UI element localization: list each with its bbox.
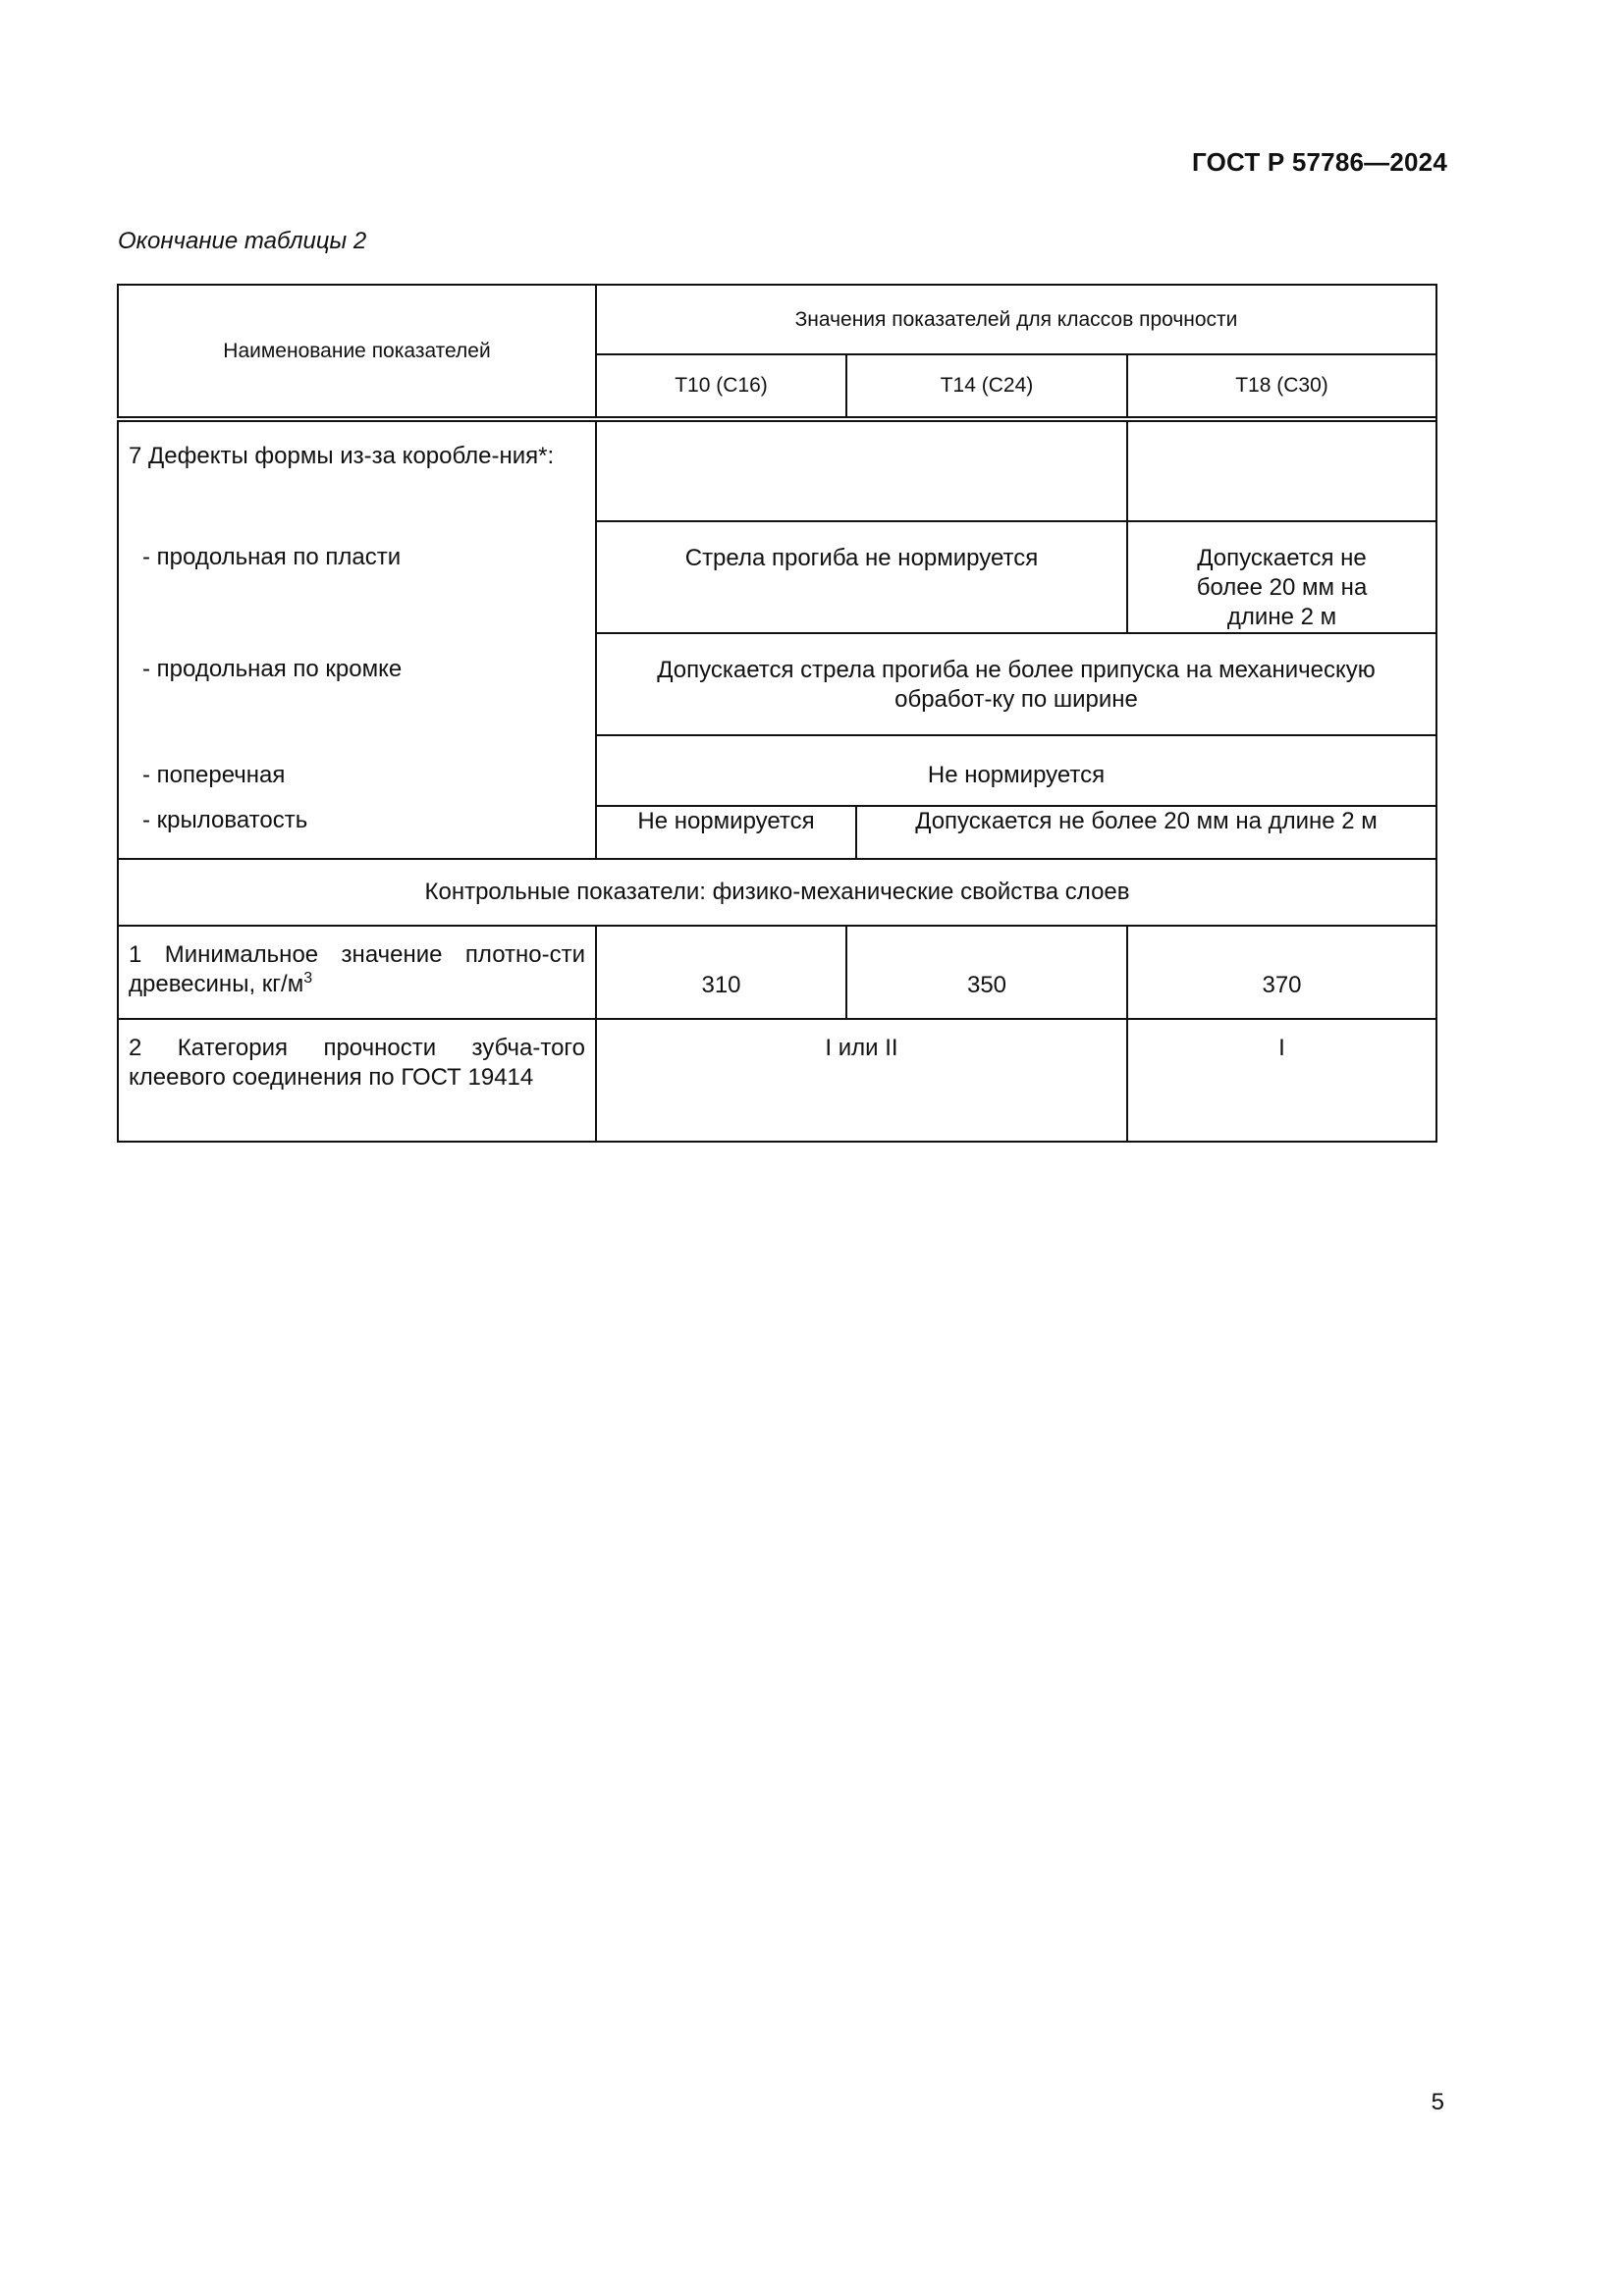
control-value-cell bbox=[1127, 1019, 1436, 1142]
header-name-label: Наименование показателей bbox=[223, 339, 491, 362]
defects-title-cell bbox=[118, 419, 596, 521]
defect-value: Допускается стрела прогиба не более припуска на механическую обработ-ку по ширине bbox=[657, 657, 1376, 713]
document-code: ГОСТ Р 57786—2024 bbox=[1192, 147, 1447, 177]
empty-cell bbox=[596, 419, 1127, 521]
header-class-t10 bbox=[596, 354, 846, 419]
control-name: 2 Категория прочности зубча-того клеевого соединения по ГОСТ 19414 bbox=[129, 1035, 585, 1091]
defect-value-cell bbox=[596, 735, 1436, 806]
defect-value: Не нормируется bbox=[927, 762, 1106, 788]
defect-value-cell bbox=[596, 633, 1436, 735]
control-name-cell bbox=[118, 926, 596, 1019]
header-class-t18 bbox=[1127, 354, 1436, 419]
defect-name-cell bbox=[118, 521, 596, 633]
defects-title: 7 Дефекты формы из-за коробле-ния*: bbox=[129, 443, 555, 469]
control-row-joint bbox=[118, 1019, 1436, 1142]
header-row-1 bbox=[118, 285, 1436, 354]
section-title-cell bbox=[118, 859, 1436, 926]
defect-name: - продольная по кромке bbox=[142, 656, 403, 682]
table-caption: Окончание таблицы 2 bbox=[118, 228, 367, 254]
control-value: 310 bbox=[701, 972, 741, 998]
control-value-cell bbox=[596, 1019, 1127, 1142]
header-values-label: Значения показателей для классов прочности bbox=[794, 307, 1238, 331]
control-value: I bbox=[1278, 1035, 1285, 1061]
control-value-cell bbox=[1127, 926, 1436, 1019]
defect-row-transverse bbox=[118, 735, 1436, 806]
defect-row-twist bbox=[118, 806, 1436, 859]
defect-value-cell bbox=[1127, 521, 1436, 633]
unit-superscript: 3 bbox=[303, 970, 313, 987]
defect-name-cell bbox=[118, 633, 596, 735]
header-class-t14 bbox=[846, 354, 1127, 419]
control-value: I или II bbox=[825, 1035, 898, 1061]
header-values-cell bbox=[596, 285, 1436, 354]
defect-value: Стрела прогиба не нормируется bbox=[684, 545, 1039, 571]
section-title: Контрольные показатели: физико-механические свойства слоев bbox=[424, 879, 1130, 905]
empty-cell bbox=[1127, 419, 1436, 521]
defect-value-cell bbox=[596, 806, 856, 859]
defect-name-cell bbox=[118, 806, 596, 859]
class-label: Т10 (С16) bbox=[675, 374, 768, 397]
defect-row-edge bbox=[118, 633, 1436, 735]
class-label: Т14 (С24) bbox=[940, 374, 1034, 397]
header-name-cell bbox=[118, 285, 596, 419]
control-name-cell bbox=[118, 1019, 596, 1142]
page-number: 5 bbox=[1431, 2089, 1444, 2115]
defect-name: - поперечная bbox=[142, 762, 286, 788]
defect-value: Допускается не более 20 мм на длине 2 м bbox=[915, 808, 1378, 834]
defect-row-flat bbox=[118, 521, 1436, 633]
control-value: 370 bbox=[1262, 972, 1302, 998]
defect-value: Допускается не более 20 мм на длине 2 м bbox=[1196, 545, 1368, 630]
specs-table-container bbox=[117, 284, 1435, 1143]
control-row-density bbox=[118, 926, 1436, 1019]
defect-name: - продольная по пласти bbox=[142, 544, 402, 570]
control-value: 350 bbox=[966, 972, 1007, 998]
defect-value-cell bbox=[856, 806, 1436, 859]
defect-value-cell bbox=[596, 521, 1127, 633]
defect-name-cell bbox=[118, 735, 596, 806]
defects-title-row bbox=[118, 419, 1436, 521]
control-value-cell bbox=[596, 926, 846, 1019]
class-label: Т18 (С30) bbox=[1235, 374, 1328, 397]
defect-name: - крыловатость bbox=[142, 807, 308, 833]
specs-table bbox=[117, 284, 1437, 1143]
section-title-row bbox=[118, 859, 1436, 926]
control-value-cell bbox=[846, 926, 1127, 1019]
defect-value: Не нормируется bbox=[637, 808, 815, 834]
control-name: 1 Минимальное значение плотно-сти древесины, кг/м bbox=[129, 941, 585, 997]
